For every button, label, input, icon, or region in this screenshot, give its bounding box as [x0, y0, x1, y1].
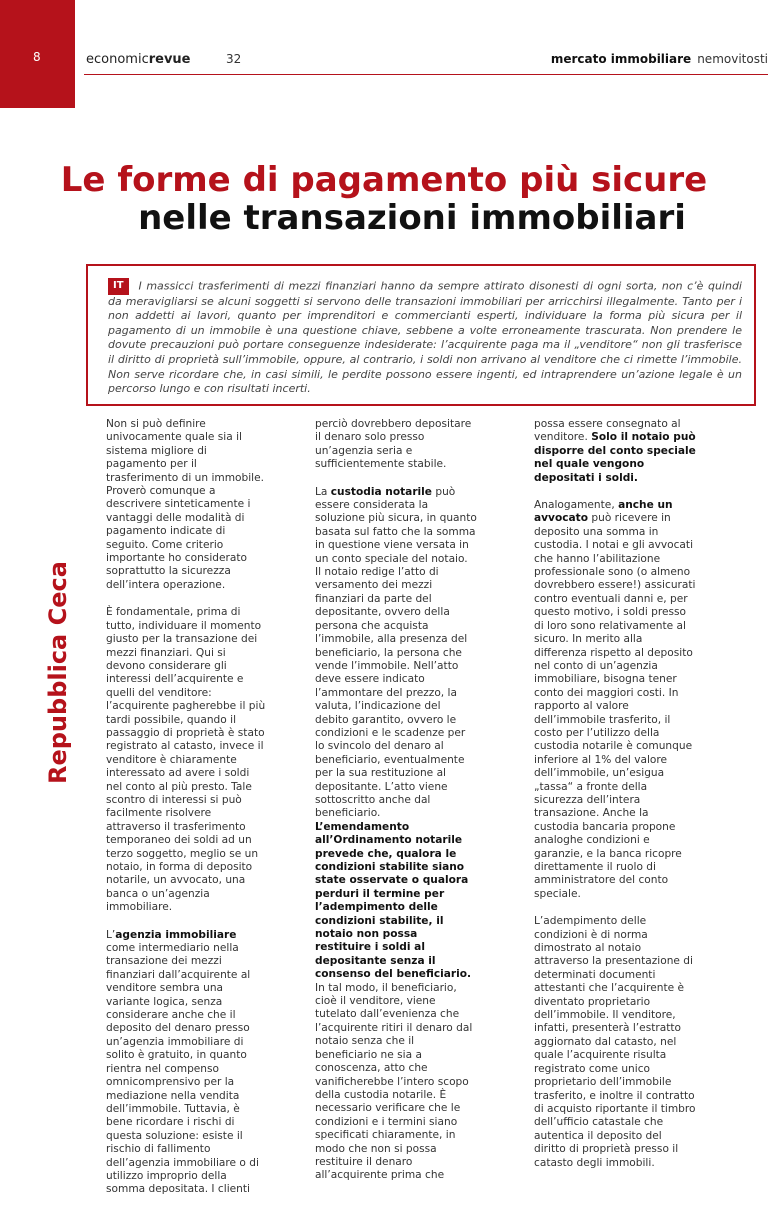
- paragraph: [315, 486, 477, 1183]
- bold-term: agenzia immobiliare: [115, 928, 237, 941]
- paragraph: L’adempimento delle condizioni è di norma dimostrato al notaio attraverso la presentazione di determinati documenti attestanti che l’acquirente è diventato proprietario dell’immobile. Il venditore, infatti, presenterà l’estratto aggiornato dal catasto, nel quale l’acquirente risulta registrato come unico proprietario dell’immobile trasferito, e inoltre il contratto di acquisto riportante il timbro dell’ufficio catastale che autentica il deposito del diritto di proprietà presso il catasto degli immobili.: [534, 915, 696, 1169]
- paragraph: [106, 929, 268, 1197]
- text-run: La: [315, 485, 331, 498]
- text-run: Analogamente,: [534, 499, 619, 512]
- paragraph: Non si può definire univocamente quale sia il sistema migliore di pagamento per il trasferimento di un immobile. Proverò comunque a descrivere sinteticamente i vantaggi delle modalità di pagamento indicate di seguito. Come criterio importante ho considerato soprattutto la sicurezza dell’intera operazione.: [106, 418, 265, 591]
- text-run: può ricevere in deposito una somma in custodia. I notai e gli avvocati che hanno l’abilitazione professionale sono (o almeno dovrebbero essere!) assicurati contro eventuali danni e, per questo motivo, i soldi presso di loro sono relativamente al sicuro. In merito alla differenza rispetto al deposito nel conto di un’agenzia immobiliare, bisogna tener conto dei maggiori costi. In rapporto al valore dell’immobile trasferito, il costo per l’utilizzo della custodia notarile è comunque inferiore al 1% del valore dell’immobile, un’esigua „tassa“ a fronte della sicurezza dell’intera transazione. Anche la custodia bancaria propone analoghe condizioni e garanzie, e la banca ricopre direttamente il ruolo di amministratore del conto speciale.: [534, 512, 696, 900]
- text-run: può essere considerata la soluzione più sicura, in quanto basata sul fatto che la somma in questione viene versata in un conto speciale del notaio. Il notaio redige l’atto di versamento dei mezzi finanziari da parte del depositante, ovvero della persona che acquista l’immobile, alla presenza del beneficiario, la persona che vende l’immobile. Nell’atto deve essere indicato l’ammontare del prezzo, la valuta, l’indicazione del debito garantito, ovvero le condizioni e le scadenze per lo svincolo del denaro al beneficiario, eventualmente per la sua restituzione al depositante. L’atto viene sottoscritto anche dal beneficiario.: [315, 485, 477, 820]
- paragraph: [534, 499, 696, 901]
- abstract-text: I massicci trasferimenti di mezzi finanziari hanno da sempre attirato disonesti di ogni sorta, non c’è quindi da meravigliarsi se alcuni soggetti si servono delle transazioni immobiliari per arricchirsi illegalmente. Tanto per i non addetti ai lavori, quanto per imprenditori e commercianti esperti, individuare la forma più sicura per il pagamento di un immobile è una questione chiave, sebbene a volte erroneamente trascurata. Non prendere le dovute precauzioni può portare conseguenze indesiderate: l’acquirente paga ma il „venditore“ non gli trasferisce il diritto di proprietà sull’immobile, oppure, al contrario, i soldi non arrivano al venditore che ci rimette l’immobile. Non serve ricordare che, in casi simili, le perdite possono essere ingenti, ed intraprendere un’azione legale è un percorso lungo e con risultati incerti.: [108, 279, 742, 396]
- section-author: nemovitosti: [697, 52, 768, 66]
- column-2: [315, 418, 477, 1197]
- page-number: 8: [33, 50, 41, 64]
- article-title-line-1: Le forme di pagamento più sicure: [60, 160, 708, 200]
- text-run: possa essere consegnato al venditore.: [534, 418, 681, 444]
- paragraph: [534, 418, 696, 485]
- header-divider: [84, 74, 768, 75]
- section-header: [551, 52, 768, 66]
- bold-term: anche un avvocato: [534, 499, 673, 525]
- country-label: Repubblica Ceca: [44, 561, 72, 784]
- magazine-name: [86, 52, 191, 67]
- section-title: mercato immobiliare: [550, 52, 692, 66]
- paragraph: perciò dovrebbero depositare il denaro solo presso un’agenzia seria e sufficientemente stabile.: [315, 418, 472, 471]
- bold-term: L’emendamento all’Ordinamento notarile prevede che, qualora le condizioni stabilite siano state osservate o qualora perduri il termine per l’adempimento delle condizioni stabilite, il notaio non possa restituire i soldi al depositante senza il consenso del beneficiario.: [315, 820, 472, 981]
- article-title-line-2: nelle transazioni immobiliari: [138, 198, 686, 238]
- language-badge: IT: [108, 278, 129, 295]
- magazine-name-regular: economic: [86, 52, 149, 67]
- magazine-name-bold: revue: [148, 52, 191, 67]
- bold-term: custodia notarile: [330, 485, 432, 498]
- paragraph: È fondamentale, prima di tutto, individuare il momento giusto per la transazione dei mezzi finanziari. Qui si devono considerare gli interessi dell’acquirente e quelli del venditore: l’acquirente pagherebbe il più tardi possibile, quando il passaggio di proprietà è stato registrato al catasto, invece il venditore è chiaramente interessato ad avere i soldi nel conto al più presto. Tale scontro di interessi si può facilmente risolvere attraverso il trasferimento temporaneo dei soldi ad un terzo soggetto, meglio se un notaio, in forma di deposito notarile, un avvocato, una banca o un’agenzia immobiliare.: [106, 606, 266, 914]
- abstract-box: [86, 264, 756, 406]
- issue-number: 32: [226, 52, 242, 66]
- text-run: L’: [106, 928, 116, 941]
- page-tab: [0, 0, 75, 108]
- column-3: [534, 418, 696, 1184]
- column-1: [106, 418, 268, 1211]
- text-run: In tal modo, il beneficiario, cioè il venditore, viene tutelato dall’evenienza che l’acquirente ritiri il denaro dal notaio senza che il beneficiario ne sia a conoscenza, atto che vanificherebbe l’intero scopo della custodia notarile. È necessario verificare che le condizioni e i termini siano specificati chiaramente, in modo che non si possa restituire il denaro all’acquirente prima che: [315, 981, 473, 1182]
- bold-term: Solo il notaio può disporre del conto speciale nel quale vengono depositati i soldi.: [534, 431, 696, 484]
- text-run: come intermediario nella transazione dei mezzi finanziari dall’acquirente al venditore sembra una variante logica, senza considerare anche che il deposito del denaro presso un’agenzia immobiliare di solito è gratuito, in quanto rientra nel compenso omnicomprensivo per la mediazione nella vendita dell’immobile. Tuttavia, è bene ricordare i rischi di questa soluzione: esiste il rischio di fallimento dell’agenzia immobiliare o di utilizzo improprio della somma depositata. I clienti: [106, 942, 259, 1196]
